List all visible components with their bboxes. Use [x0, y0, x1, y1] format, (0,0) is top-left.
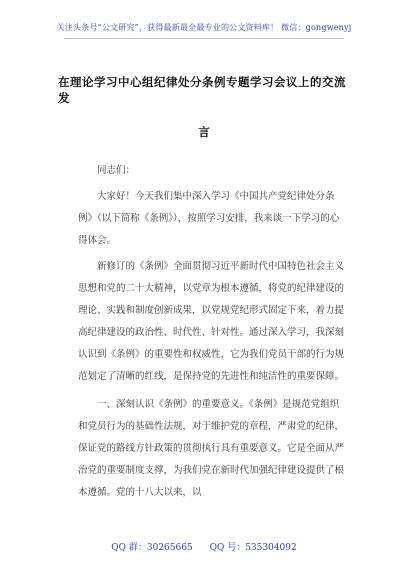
footer-qq-number: QQ 号：535304092 — [209, 543, 297, 553]
document-title-continued: 言 — [198, 125, 210, 139]
header-note: 关注头条号“公文研究”，获得最新最全最专业的公文资料库！ 微信：gongwenyj — [56, 23, 352, 32]
paragraph-intro: 大家好！今天我们集中深入学习《中国共产党纪律处分条例》（以下简称《条例》），按照学习安排，我来谈一下学习的心得体会。 — [78, 191, 340, 246]
greeting: 同志们： — [97, 165, 136, 176]
paragraph-section-one: 一、深刻认识《条例》的重要意义。《条例》是规范党组织和党员行为的基础性法规，对于维护党的章程，严肃党的纪律，保证党的路线方针政策的贯彻执行具有重要意义。它是全面从严治党的重要制度支撑，为我们党在新时代加强纪律建设提供了根本遵循。党的十八大以来，以 — [78, 399, 345, 498]
paragraph-overview: 新修订的《条例》全面贯彻习近平新时代中国特色社会主义思想和党的二十大精神，以党章为根本遵循，将党的纪律建设的理论、实践和制度创新成果，以党规党纪形式固定下来，着力提高纪律建设的政治性、时代性、针对性。通过深入学习，我深刻认识到《条例》的重要性和权威性，它为我们党员干部的行为规范划定了清晰的红线，是保持党的先进性和纯洁性的重要保障。 — [78, 261, 345, 382]
footer-qq-group: QQ 群：30265665 — [111, 543, 193, 553]
document-title: 在理论学习中心组纪律处分条例专题学习会议上的交流发 — [58, 75, 346, 105]
header-divider — [64, 38, 344, 39]
footer-contact — [0, 540, 408, 553]
